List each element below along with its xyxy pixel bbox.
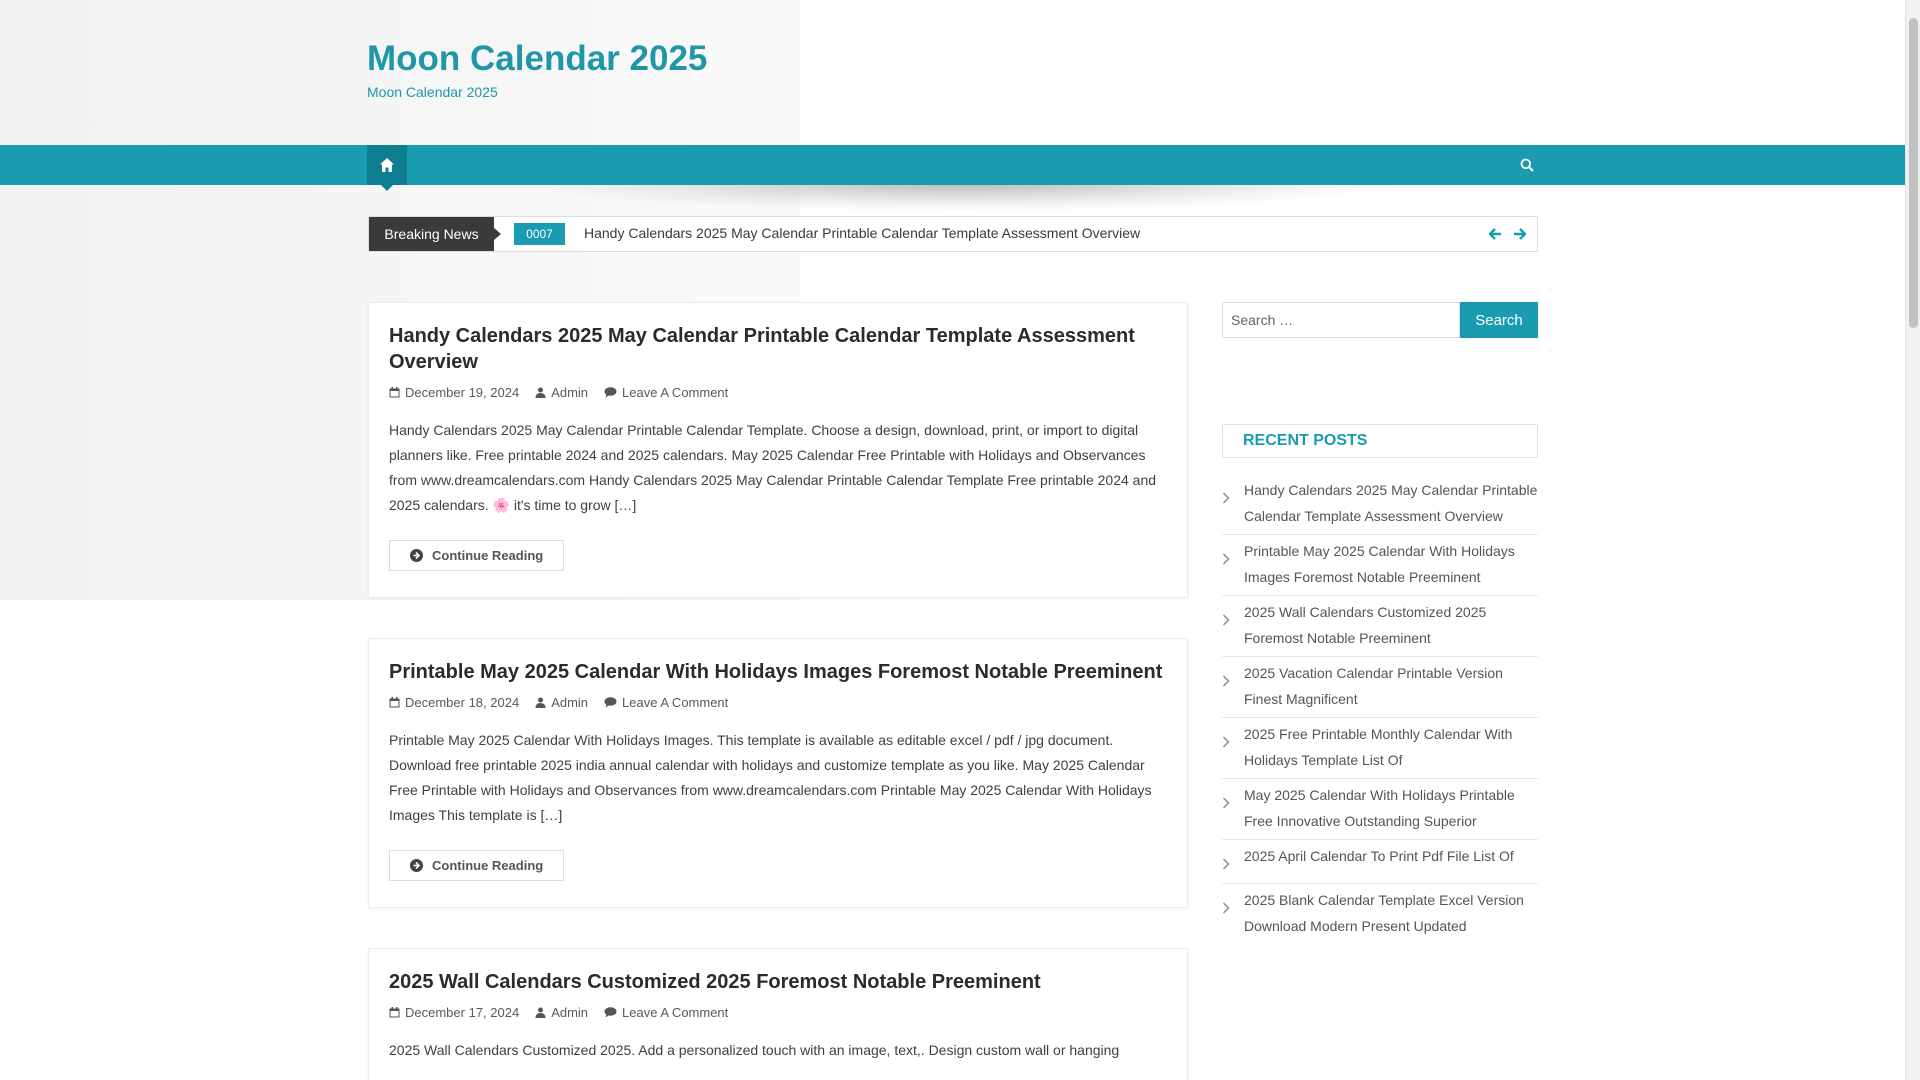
post-comments-text: Leave A Comment xyxy=(622,695,729,710)
recent-post-item[interactable] xyxy=(1222,657,1538,718)
ticker-next-button[interactable] xyxy=(1511,224,1527,244)
chevron-right-icon xyxy=(1222,887,1238,922)
post-author-text: Admin xyxy=(551,385,589,400)
recent-post-link[interactable]: 2025 April Calendar To Print Pdf File List Of xyxy=(1244,848,1514,864)
arrow-circle-right-icon xyxy=(410,549,423,562)
nav-shadow xyxy=(520,182,1400,212)
recent-post-item[interactable] xyxy=(1222,718,1538,779)
continue-reading-label: Continue Reading xyxy=(432,858,544,873)
post-author-text: Admin xyxy=(551,1005,589,1020)
post-meta xyxy=(389,1005,1167,1020)
arrow-right-icon xyxy=(1513,228,1526,240)
post-date-text: December 18, 2024 xyxy=(405,695,520,710)
recent-post-link[interactable]: Printable May 2025 Calendar With Holidays Images Foremost Notable Preeminent xyxy=(1244,543,1515,585)
recent-post-item[interactable] xyxy=(1222,596,1538,657)
post-comments[interactable] xyxy=(604,1005,728,1020)
arrow-left-icon xyxy=(1489,228,1502,240)
chevron-right-icon xyxy=(1222,721,1238,756)
post-meta xyxy=(389,695,1167,710)
chevron-right-icon xyxy=(1222,843,1238,878)
nav-search-button[interactable] xyxy=(1516,154,1538,176)
recent-post-link[interactable]: Handy Calendars 2025 May Calendar Printable Calendar Template Assessment Overview xyxy=(1244,482,1538,524)
continue-reading-button[interactable] xyxy=(389,540,564,571)
user-icon xyxy=(535,697,546,708)
ticker-prev-button[interactable] xyxy=(1487,224,1503,244)
recent-post-item[interactable] xyxy=(1222,779,1538,840)
post-author[interactable] xyxy=(535,695,588,710)
site-description: Moon Calendar 2025 xyxy=(367,84,498,100)
breaking-news-label: Breaking News xyxy=(369,217,494,251)
user-icon xyxy=(535,387,546,398)
sidebar-search-form xyxy=(1222,302,1538,338)
post-date-text: December 19, 2024 xyxy=(405,385,520,400)
chevron-right-icon xyxy=(1222,782,1238,817)
recent-post-item[interactable] xyxy=(1222,535,1538,596)
recent-posts-list xyxy=(1222,474,1538,944)
scrollbar-thumb[interactable] xyxy=(1909,18,1918,328)
chevron-right-icon xyxy=(1222,477,1238,512)
post-list xyxy=(368,302,1188,1080)
site-header-container xyxy=(367,0,1537,145)
search-input[interactable]: Search … xyxy=(1222,302,1460,338)
continue-reading-label: Continue Reading xyxy=(432,548,544,563)
recent-post-link[interactable]: 2025 Blank Calendar Template Excel Version Download Modern Present Updated xyxy=(1244,892,1524,934)
recent-post-item[interactable] xyxy=(1222,840,1538,884)
site-header xyxy=(367,0,1537,145)
calendar-icon xyxy=(389,387,400,398)
sidebar xyxy=(1222,302,1538,944)
post-author-text: Admin xyxy=(551,695,589,710)
recent-post-item[interactable] xyxy=(1222,474,1538,535)
search-button[interactable]: Search xyxy=(1460,302,1538,338)
ticker-controls xyxy=(1487,224,1527,244)
chevron-right-icon xyxy=(1222,660,1238,695)
breaking-news-headline[interactable]: Handy Calendars 2025 May Calendar Printable Calendar Template Assessment Overview xyxy=(584,225,1141,241)
breaking-news-badge: 0007 xyxy=(514,223,565,245)
chevron-right-icon xyxy=(1222,599,1238,634)
user-icon xyxy=(535,1007,546,1018)
calendar-icon xyxy=(389,697,400,708)
post-excerpt: 2025 Wall Calendars Customized 2025. Add a personalized touch with an image, text,. Design custom wall or hanging xyxy=(389,1042,1120,1058)
post-card xyxy=(368,948,1188,1080)
main-navigation xyxy=(0,145,1905,185)
post-card xyxy=(368,302,1188,598)
post-date-text: December 17, 2024 xyxy=(405,1005,520,1020)
post-author[interactable] xyxy=(535,385,588,400)
arrow-circle-right-icon xyxy=(410,859,423,872)
recent-post-link[interactable]: 2025 Wall Calendars Customized 2025 Foremost Notable Preeminent xyxy=(1244,604,1487,646)
post-comments-text: Leave A Comment xyxy=(622,1005,729,1020)
post-date[interactable] xyxy=(389,695,519,710)
vertical-scrollbar[interactable] xyxy=(1905,0,1920,1080)
home-icon xyxy=(379,157,395,173)
post-comments[interactable] xyxy=(604,695,728,710)
post-meta xyxy=(389,385,1167,400)
recent-post-item[interactable] xyxy=(1222,884,1538,944)
nav-home-button[interactable] xyxy=(367,145,407,185)
breaking-news-ticker xyxy=(368,216,1538,252)
post-title[interactable]: Printable May 2025 Calendar With Holidays Images Foremost Notable Preeminent xyxy=(389,661,1163,683)
post-author[interactable] xyxy=(535,1005,588,1020)
post-excerpt: Printable May 2025 Calendar With Holidays Images. This template is available as editable excel / pdf / jpg document. Download free printable 2025 india annual calendar with holidays and customize template as you like. May 2025 Calendar Free Printable with Holidays and Observances from www.dreamcalendars.com Printable May 2025 Calendar With Holidays Images This template is […] xyxy=(389,732,1152,823)
recent-post-link[interactable]: 2025 Vacation Calendar Printable Version Finest Magnificent xyxy=(1244,665,1503,707)
search-icon xyxy=(1520,158,1534,172)
continue-reading-button[interactable] xyxy=(389,850,564,881)
post-card xyxy=(368,638,1188,908)
post-comments-text: Leave A Comment xyxy=(622,385,729,400)
site-title[interactable]: Moon Calendar 2025 xyxy=(367,39,708,78)
calendar-icon xyxy=(389,1007,400,1018)
recent-post-link[interactable]: 2025 Free Printable Monthly Calendar With Holidays Template List Of xyxy=(1244,726,1513,768)
post-excerpt: Handy Calendars 2025 May Calendar Printable Calendar Template. Choose a design, download, print, or import to digital planners like. Free printable 2024 and 2025 calendars. May 2025 Calendar Free Printable with Holidays and Observances from www.dreamcalendars.com Handy Calendars 2025 May Calendar Printable Calendar Template Free printable 2024 and 2025 calendars. 🌸 it's time to grow […] xyxy=(389,422,1157,513)
comment-icon xyxy=(604,1007,617,1018)
comment-icon xyxy=(604,697,617,708)
post-date[interactable] xyxy=(389,1005,519,1020)
post-comments[interactable] xyxy=(604,385,728,400)
comment-icon xyxy=(604,387,617,398)
post-title[interactable]: Handy Calendars 2025 May Calendar Printable Calendar Template Assessment Overview xyxy=(389,325,1135,373)
post-title[interactable]: 2025 Wall Calendars Customized 2025 Foremost Notable Preeminent xyxy=(389,971,1041,993)
recent-post-link[interactable]: May 2025 Calendar With Holidays Printable Free Innovative Outstanding Superior xyxy=(1244,787,1515,829)
recent-posts-title: RECENT POSTS xyxy=(1222,424,1538,458)
post-date[interactable] xyxy=(389,385,519,400)
chevron-right-icon xyxy=(1222,538,1238,573)
